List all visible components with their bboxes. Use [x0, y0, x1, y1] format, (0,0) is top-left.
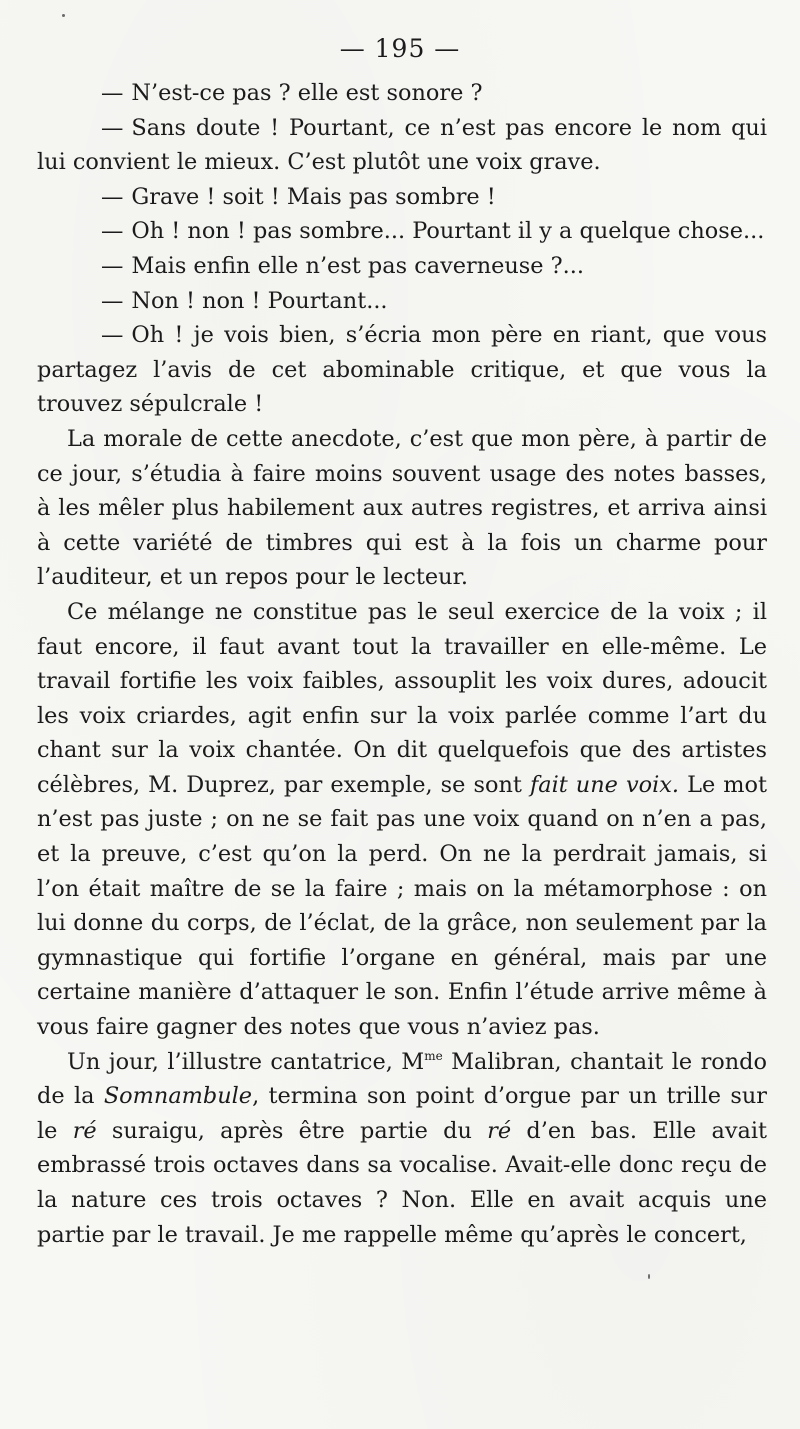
- page-number: — 195 —: [339, 34, 461, 63]
- dialogue-line: [37, 318, 767, 422]
- dialogue-line: [37, 111, 767, 180]
- dialogue-text: Non ! non ! Pourtant...: [131, 287, 388, 314]
- paper-speck: [648, 1274, 650, 1279]
- dialogue-text: Oh ! non ! pas sombre... Pourtant il y a quelque chose...: [131, 218, 765, 245]
- superscript-me: me: [424, 1048, 443, 1063]
- dialogue-line: [37, 180, 767, 215]
- dialogue-line: [37, 214, 767, 249]
- dialogue-dash: —: [101, 322, 124, 349]
- dialogue-dash: —: [101, 183, 124, 210]
- dialogue-line: [37, 249, 767, 284]
- dialogue-text: Grave ! soit ! Mais pas sombre !: [131, 183, 496, 210]
- paper-speck: [62, 14, 65, 17]
- dialogue-dash: —: [101, 80, 124, 106]
- paragraph-malibran: [37, 1045, 767, 1253]
- paragraph-text: d’en bas. Elle avait embrassé trois octaves dans sa vocalise. Avait-elle donc reçu de la nature ces trois octaves ? Non. Elle en avait acquis une partie par le travail. Je me rappelle même qu’après le concert,: [37, 1117, 768, 1248]
- body-text: [37, 76, 767, 1252]
- dialogue-dash: —: [101, 287, 124, 314]
- paragraph-voice-work: [37, 595, 767, 1045]
- paragraph-text: Ce mélange ne constitue pas le seul exercice de la voix ; il faut encore, il faut avant tout la travailler en elle-même. Le travail fortifie les voix faibles, assouplit les voix dures, adoucit les voix criardes, agit enfin sur la voix parlée comme l’art du chant sur la voix chantée. On dit quelquefois que des artistes célèbres, M. Duprez, par exemple, se sont: [37, 598, 767, 798]
- dialogue-text: Oh ! je vois bien, s’écria mon père en riant, que vous partagez l’avis de cet abominable critique, et que vous la trouvez sépulcrale !: [37, 322, 767, 418]
- dialogue-text: Sans doute ! Pourtant, ce n’est pas encore le nom qui lui convient le mieux. C’est plutôt une voix grave.: [37, 114, 767, 176]
- dialogue-line: [37, 76, 767, 111]
- dialogue-dash: —: [101, 218, 124, 245]
- paragraph-text: Malibran, chantait le rondo de la: [37, 1048, 767, 1110]
- paragraph-anecdote-moral: La morale de cette anecdote, c’est que mon père, à partir de ce jour, s’étudia à faire moins souvent usage des notes basses, à les mêler plus habilement aux autres registres, et arriva ainsi à cette variété de timbres qui est à la fois un charme pour l’auditeur, et un repos pour le lecteur.: [37, 425, 767, 591]
- italic-note-re: ré: [487, 1117, 512, 1144]
- italic-title-somnambule: Somnambule: [103, 1083, 253, 1110]
- paragraph-text: , termina son point d’orgue par un trille sur le: [37, 1083, 767, 1144]
- paragraph-text: Le mot n’est pas juste ; on ne se fait pas une voix quand on n’en a pas, et la preuve, c’est qu’on la perd. On ne la perdrait jamais, si l’on était maître de se la faire ; mais on la métamorphose : on lui donne du corps, de l’éclat, de la grâce, non seulement par la gymnastique qui fortifie l’organe en général, mais par une certaine manière d’attaquer le son. Enfin l’étude arrive même à vous faire gagner des notes que vous n’aviez pas.: [37, 771, 767, 1041]
- italic-phrase: fait une voix.: [529, 771, 679, 798]
- italic-note-re: ré: [72, 1117, 97, 1144]
- dialogue-text: Mais enfin elle n’est pas caverneuse ?...: [131, 252, 585, 279]
- paragraph-text: suraigu, après être partie du: [96, 1117, 488, 1144]
- dialogue-text: N’est-ce pas ? elle est sonore ?: [131, 80, 483, 106]
- dialogue-dash: —: [101, 114, 124, 141]
- dialogue-dash: —: [101, 252, 124, 279]
- paragraph-text: Un jour, l’illustre cantatrice, M: [67, 1048, 425, 1075]
- dialogue-line: [37, 284, 767, 319]
